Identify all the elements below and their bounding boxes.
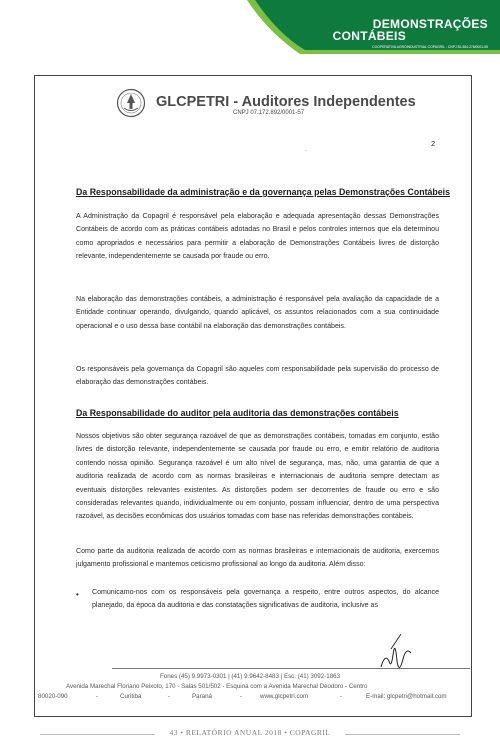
banner-subline: COOPERATIVA AGROINDUSTRIAL COPAGRIL - CNPJ 81.584.278/0001-55 [372, 45, 488, 49]
banner-graphic [0, 0, 500, 62]
section-heading: Da Responsabilidade do auditor pela auditoria das demonstrações contábeis [76, 408, 399, 418]
paragraph: A Administração da Copagril é responsável pela elaboração e adequada apresentação dessas Demonstrações Contábeis de acordo com as práticas contábeis adotadas no Brasil e pelos controles internos que ela determinou como apropriados e necessários para permitir a elaboração de Demonstrações Contábeis livres de distorção relevante, independentemente se causada por fraude ou erro. [76, 213, 439, 261]
footer-separator: - [96, 693, 99, 700]
report-page-label: 43 • RELATÓRIO ANUAL 2018 • COPAGRIL [169, 728, 331, 737]
bullet-marker: • [76, 590, 79, 599]
banner-title-2: CONTÁBEIS [332, 29, 406, 43]
paragraph: Os responsáveis pela governança da Copagril são aqueles com responsabilidade pela supervisão do processo de elaboração das demonstrações contábeis. [76, 366, 439, 387]
report-banner [0, 0, 500, 62]
footer-address: Avenida Marechal Floriano Peixoto, 170 - Salas 501/502 - Esquina com a Avenida Marechal Deodoro - Centro [66, 683, 368, 690]
footer-phones: Fones (45) 9.9973-0301 | (41) 9.9642-8483 | Esc. (41) 3092-1863 [160, 673, 341, 680]
footer-website: www.glcpetri.com [260, 693, 309, 700]
bullet-item: Comunicamo-nos com os responsáveis pela governança a respeito, entre outros aspectos, do alcance planejado, da época da auditoria e das constatações significativas de auditoria, inclusive as [92, 589, 439, 610]
paragraph: Nossos objetivos são obter segurança razoável de que as demonstrações contábeis, tomadas em conjunto, estão livres de distorção relevante, independentemente se causada por fraude ou erro, e emitir relatório de auditoria contendo nossa opinião. Segurança razoável é um alto nível de segurança, mas, não, uma garantia de que a auditoria realizada de acordo com as normas brasileiras e internacionais de auditoria sempre detectam as eventuais distorções relevantes existentes. As distorções podem ser decorrentes de fraude ou erro e são consideradas relevantes quando, individualmente ou em conjunto, possam influenciar, dentro de uma perspectiva razoável, as decisões econômicas dos usuários tomadas com base nas referidas demonstrações contábeis. [76, 433, 439, 521]
firm-cnpj: CNPJ 07.172.892/0001-57 [233, 110, 305, 116]
section-heading: Da Responsabilidade da administração e da governança pelas Demonstrações Contábeis [76, 187, 450, 197]
page-number: 2 [431, 139, 436, 148]
scan-dot: . [305, 147, 307, 153]
footer-cep: 80020-090 [38, 693, 68, 700]
firm-name: GLCPETRI - Auditores Independentes [156, 94, 416, 110]
letter-sheet [34, 75, 472, 717]
report-page-footer [0, 728, 500, 742]
footer-separator: - [240, 693, 243, 700]
footer-separator: - [340, 693, 343, 700]
footer-separator: - [168, 693, 171, 700]
firm-logo [116, 88, 146, 118]
paragraph: Na elaboração das demonstrações contábeis, a administração é responsável pela avaliação da capacidade de a Entidade continuar operando, divulgando, quando aplicável, os assuntos relacionados com a sua continuidade operacional e o uso dessa base contábil na elaboração das demonstrações contábeis. [76, 296, 439, 330]
paragraph: Como parte da auditoria realizada de acordo com as normas brasileiras e internacionais de auditoria, exercemos julgamento profissional e mantemos ceticismo profissional ao longo da auditoria. Além disso: [76, 548, 439, 569]
banner-title: DEMONSTRAÇÕES [372, 17, 488, 31]
footer-city: Curitiba [120, 693, 142, 700]
footer-state: Paraná [192, 693, 212, 700]
footer-email: E-mail: glcpetri@hotmail.com [366, 693, 447, 700]
footer-rule [112, 668, 470, 669]
signature [375, 631, 415, 680]
